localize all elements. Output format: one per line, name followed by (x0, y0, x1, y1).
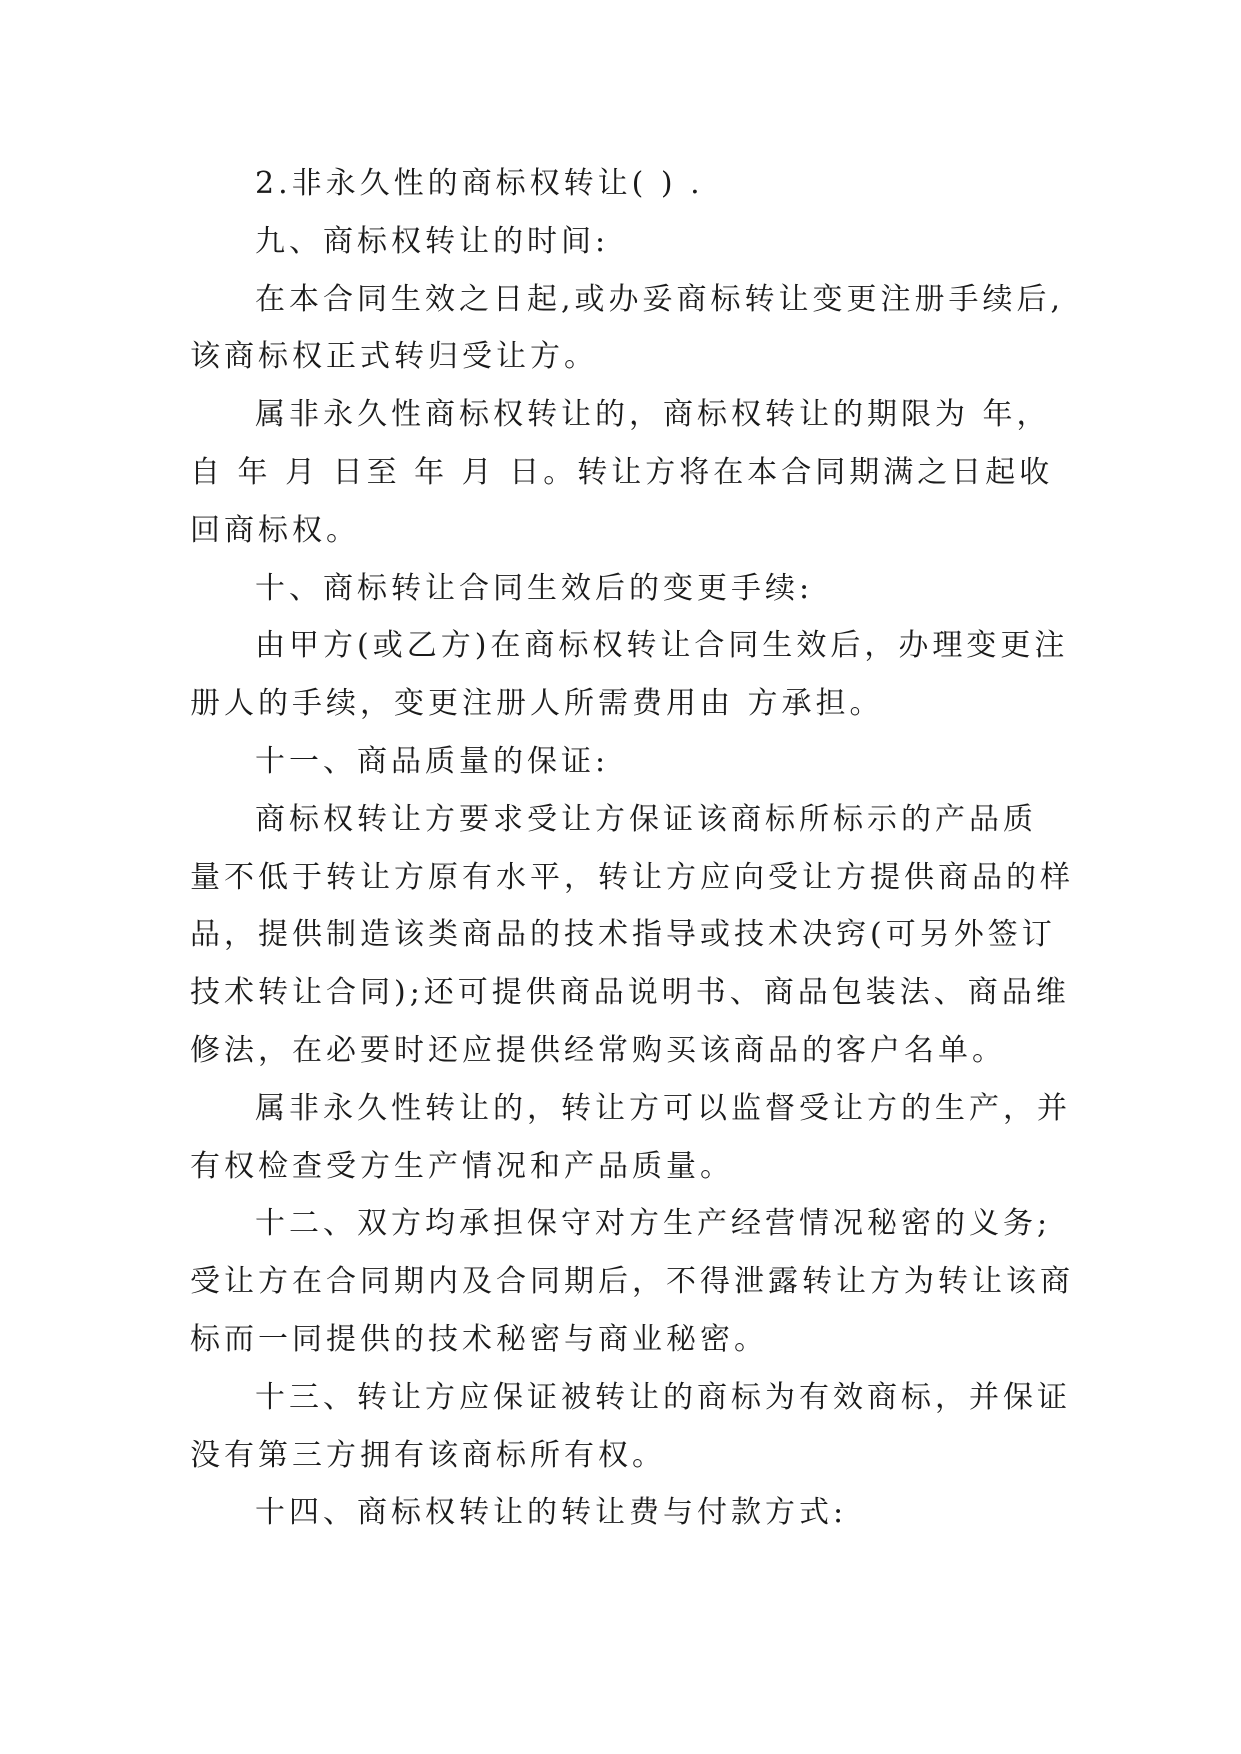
section-heading-thirteen: 十三、转让方应保证被转让的商标为有效商标，并保证 (255, 1379, 1071, 1415)
paragraph-line: 量不低于转让方原有水平，转让方应向受让方提供商品的样 (190, 859, 1074, 895)
section-heading-eleven: 十一、商品质量的保证: (255, 743, 610, 779)
clause-text-line: 2.非永久性的商标权转让( ) . (255, 166, 704, 201)
paragraph-line: 有权检查受方生产情况和产品质量。 (190, 1148, 734, 1184)
paragraph-line: 品，提供制造该类商品的技术指导或技术决窍(可另外签订 (190, 917, 1056, 953)
paragraph-line: 该商标权正式转归受让方。 (190, 339, 598, 375)
paragraph-line: 受让方在合同期内及合同期后，不得泄露转让方为转让该商 (190, 1264, 1074, 1300)
paragraph-line: 回商标权。 (190, 512, 360, 548)
paragraph-line: 没有第三方拥有该商标所有权。 (190, 1437, 666, 1473)
paragraph-line: 在本合同生效之日起,或办妥商标转让变更注册手续后, (255, 281, 1065, 317)
paragraph-line: 属非永久性转让的，转让方可以监督受让方的生产，并 (255, 1090, 1071, 1126)
paragraph-line: 标而一同提供的技术秘密与商业秘密。 (190, 1321, 768, 1357)
section-heading-nine: 九、商标权转让的时间: (255, 223, 610, 259)
paragraph-line: 册人的手续，变更注册人所需费用由 方承担。 (190, 686, 884, 722)
section-heading-twelve: 十二、双方均承担保守对方生产经营情况秘密的义务; (255, 1206, 1052, 1242)
section-heading-fourteen: 十四、商标权转让的转让费与付款方式: (255, 1495, 848, 1531)
paragraph-line: 属非永久性商标权转让的，商标权转让的期限为 年， (255, 397, 1051, 433)
paragraph-line: 商标权转让方要求受让方保证该商标所标示的产品质 (255, 801, 1037, 837)
document-body (190, 155, 1080, 1542)
paragraph-line: 技术转让合同);还可提供商品说明书、商品包装法、商品维 (190, 975, 1070, 1011)
section-heading-ten: 十、商标转让合同生效后的变更手续: (255, 570, 814, 606)
paragraph-line: 自 年 月 日至 年 月 日。转让方将在本合同期满之日起收 (190, 454, 1054, 490)
paragraph-line: 由甲方(或乙方)在商标权转让合同生效后，办理变更注 (255, 628, 1069, 664)
paragraph-line: 修法，在必要时还应提供经常购买该商品的客户名单。 (190, 1032, 1006, 1068)
